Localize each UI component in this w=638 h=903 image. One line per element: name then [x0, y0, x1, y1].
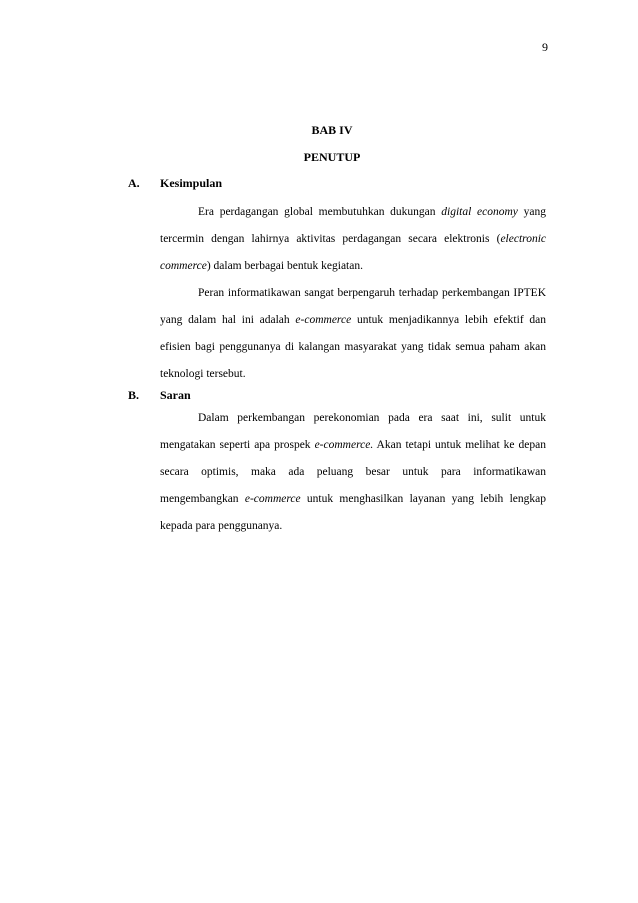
text-run: untuk menjadikannya lebih efektif dan efisien bagi penggunanya di kalangan masyarakat yang tidak semua paham akan teknologi tersebut.: [160, 314, 546, 380]
italic-term: electronic commerce: [160, 233, 546, 272]
text-run: Era perdagangan global membutuhkan dukungan: [198, 206, 442, 218]
italic-term: digital economy: [441, 206, 518, 218]
chapter-title: PENUTUP: [303, 150, 361, 164]
section-a-body: [160, 199, 546, 388]
conclusion-paragraph-1: [160, 199, 546, 280]
text-run: yang tercermin dengan lahirnya aktivitas perdagangan secara elektronis (: [160, 206, 546, 245]
conclusion-paragraph-2: [160, 280, 546, 388]
italic-term: e-commerce: [295, 314, 352, 326]
text-run: untuk menghasilkan layanan yang lebih lengkap kepada para penggunanya.: [160, 493, 546, 532]
italic-term: e-commerce.: [314, 439, 374, 451]
text-run: ) dalam berbagai bentuk kegiatan.: [206, 260, 363, 272]
italic-term: e-commerce: [244, 493, 301, 505]
text-run: Akan tetapi untuk melihat ke depan secara optimis, maka ada peluang besar untuk para informatikawan mengembangkan: [160, 439, 546, 505]
text-run: Peran informatikawan sangat berpengaruh terhadap perkembangan IPTEK yang dalam hal ini adalah: [160, 287, 546, 326]
page-number: 9: [542, 40, 548, 54]
text-run: Dalam perkembangan perekonomian pada era saat ini, sulit untuk mengatakan seperti apa prospek: [160, 412, 546, 451]
section-b-letter: B.: [128, 388, 140, 402]
suggestion-paragraph-1: [160, 405, 546, 540]
section-b-body: [160, 405, 546, 540]
chapter-number: BAB IV: [311, 123, 353, 137]
section-a-letter: A.: [128, 176, 140, 190]
section-b-title: Saran: [160, 388, 191, 402]
section-a-title: Kesimpulan: [160, 176, 223, 190]
